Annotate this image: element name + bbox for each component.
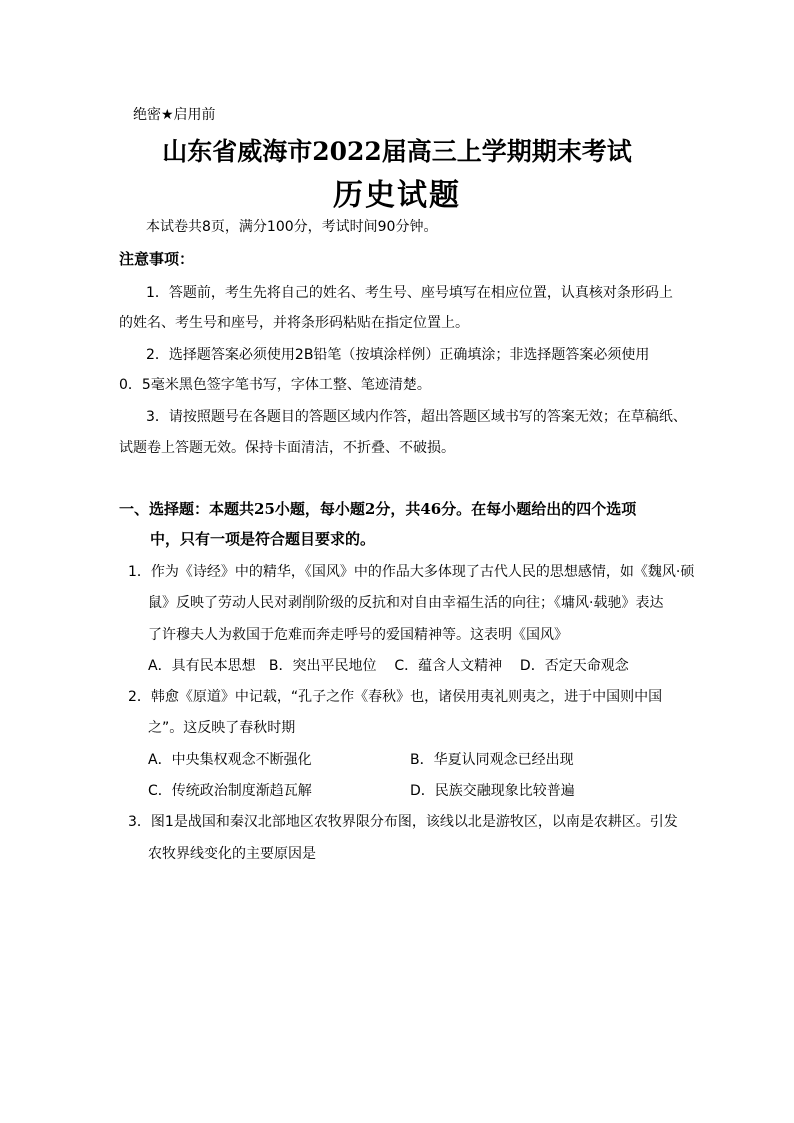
section-heading: 一、选择题：本题共25小题，每小题2分，共46分。在每小题给出的四个选项 [119, 500, 637, 518]
notes-title: 注意事项： [119, 250, 195, 268]
question-1-options: A．具有民本思想 B．突出平民地位 C．蕴含人文精神 D．否定天命观念 [148, 658, 629, 674]
note-line: 1．答题前，考生先将自己的姓名、考生号、座号填写在相应位置，认真核对条形码上 [146, 285, 673, 301]
note-line: 3．请按照题号在各题目的答题区域内作答，超出答题区域书写的答案无效；在草稿纸、 [146, 409, 687, 425]
question-3-stem: 3．图1是战国和秦汉北部地区农牧界限分布图，该线以北是游牧区，以南是农耕区。引发 [128, 814, 678, 830]
question-1-stem: 鼠》反映了劳动人民对剥削阶级的反抗和对自由幸福生活的向往；《墉风·载驰》表达 [148, 595, 664, 611]
question-2-stem: 之”。这反映了春秋时期 [148, 720, 296, 736]
question-2-option-a: A．中央集权观念不断强化 [148, 752, 312, 768]
question-1-stem: 1．作为《诗经》中的精华，《国风》中的作品大多体现了古代人民的思想感情，如《魏风·硕 [128, 564, 695, 580]
question-1-stem: 了许穆夫人为救国于危难而奔走呼号的爱国精神等。这表明《国风》 [148, 627, 568, 643]
question-3-stem: 农牧界线变化的主要原因是 [148, 846, 316, 862]
question-2-option-c: C．传统政治制度渐趋瓦解 [148, 783, 312, 799]
question-2-option-d: D．民族交融现象比较普遍 [410, 783, 575, 799]
note-line: 试题卷上答题无效。保持卡面清洁，不折叠、不破损。 [119, 440, 455, 456]
note-line: 的姓名、考生号和座号，并将条形码粘贴在指定位置上。 [119, 315, 469, 331]
exam-summary: 本试卷共8页，满分100分，考试时间90分钟。 [146, 219, 438, 235]
exam-title: 山东省威海市2022届高三上学期期末考试 [162, 137, 632, 166]
note-line: 0．5毫米黑色签字笔书写，字体工整、笔迹清楚。 [119, 377, 431, 393]
section-heading: 中，只有一项是符合题目要求的。 [150, 530, 376, 548]
note-line: 2．选择题答案必须使用2B铅笔（按填涂样例）正确填涂；非选择题答案必须使用 [146, 347, 650, 363]
subject-title: 历史试题 [333, 178, 461, 213]
secret-mark: 绝密★启用前 [133, 107, 216, 123]
question-2-option-b: B．华夏认同观念已经出现 [410, 752, 574, 768]
question-2-stem: 2．韩愈《原道》中记载，“孔子之作《春秋》也，诸侯用夷礼则夷之，进于中国则中国 [128, 689, 663, 705]
